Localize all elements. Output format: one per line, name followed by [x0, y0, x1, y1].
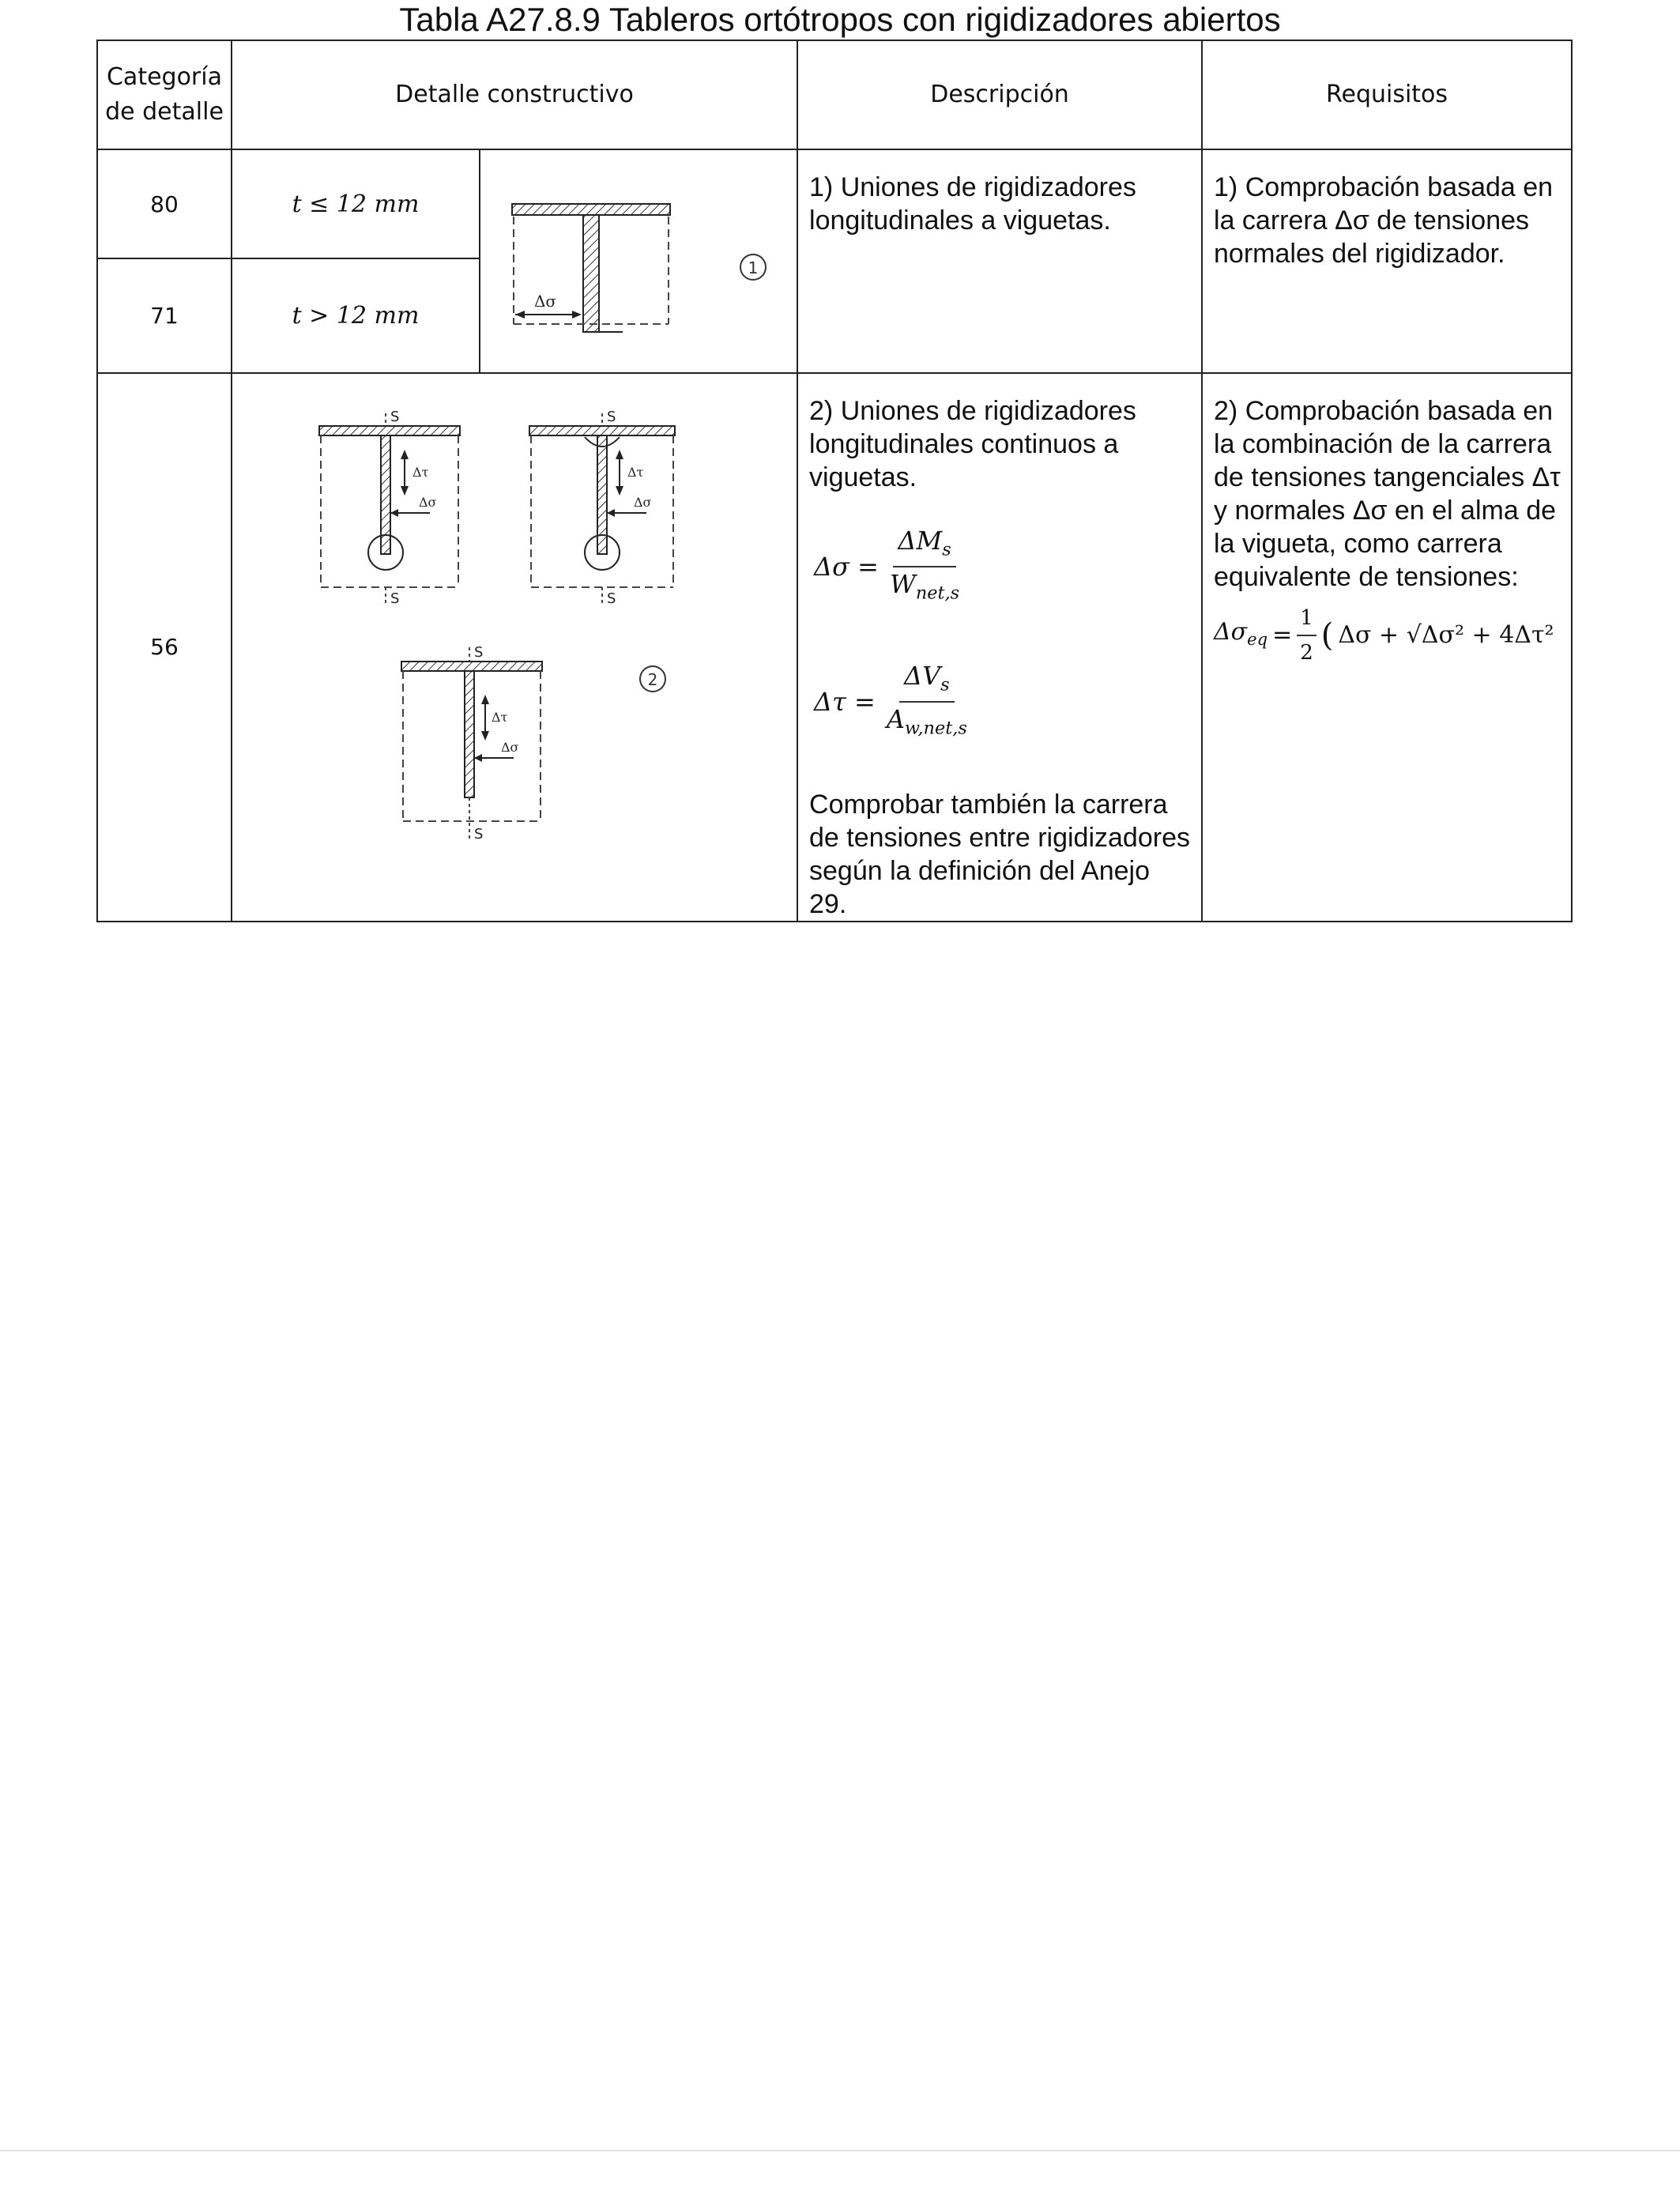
eq2-num: ΔV — [903, 660, 941, 691]
section-label-c-top: S — [474, 644, 484, 661]
eq1-lhs: Δσ = — [814, 552, 879, 582]
table-row — [97, 373, 1572, 922]
marker-1: 1 — [748, 258, 759, 277]
requirements-1-text: 1) Comprobación basada en la carrera Δσ de tensiones normales del rigidizador. — [1214, 172, 1554, 269]
thickness-condition-le12: t ≤ 12 mm — [232, 149, 480, 258]
eq1-den: W — [889, 569, 916, 600]
table-row — [97, 149, 1572, 258]
sigma-label-c: Δσ — [501, 740, 519, 755]
category-56: 56 — [97, 373, 232, 922]
drawing-c — [401, 644, 665, 843]
stiffener — [583, 215, 599, 332]
section-label-c-bottom: S — [474, 826, 484, 843]
header-categoria: Categoría de detalle — [97, 40, 232, 149]
eq1-fraction — [885, 524, 964, 610]
eq1-den-sub: net,s — [915, 582, 960, 604]
stiffener-joint-drawing — [480, 150, 798, 368]
marker-2: 2 — [647, 670, 658, 689]
description-1 — [797, 149, 1202, 373]
sigma-label-b: Δσ — [634, 495, 652, 510]
requirements-2 — [1202, 373, 1572, 922]
section-label-a-bottom: S — [390, 590, 400, 607]
section-label-b-bottom: S — [607, 590, 616, 607]
description-2-text: 2) Uniones de rigidizadores longitudinales continuos a viguetas. — [809, 396, 1136, 492]
req-eq-lhs: Δσ — [1214, 617, 1248, 646]
req-eq-den: 2 — [1300, 641, 1313, 665]
eq2-num-sub: s — [940, 674, 950, 696]
header-row — [97, 40, 1572, 149]
section-label-b-top: S — [607, 409, 616, 425]
table-title: Tabla A27.8.9 Tableros ortótropos con rigidizadores abiertos — [399, 1, 1281, 38]
req-eq-num: 1 — [1297, 601, 1317, 636]
thickness-condition-gt12: t > 12 mm — [232, 258, 480, 373]
description-2 — [797, 373, 1202, 922]
section-label-a-top: S — [390, 409, 400, 425]
fatigue-detail-table — [96, 40, 1573, 922]
req-eq-lhs-sub: eq — [1247, 629, 1268, 649]
description-2-note: Comprobar también la carrera de tensiones entre rigidizadores según la definición del Anejo 29. — [809, 789, 1190, 919]
description-1-text: 1) Uniones de rigidizadores longitudinales a viguetas. — [809, 172, 1136, 236]
header-detalle: Detalle constructivo — [232, 40, 797, 149]
eq1-num-sub: s — [942, 539, 951, 560]
eq2-fraction — [882, 659, 972, 745]
eq2-lhs: Δτ = — [814, 687, 876, 718]
tau-label-c: Δτ — [492, 710, 508, 725]
eq2-den-sub: w,net,s — [904, 718, 967, 739]
category-80: 80 — [97, 149, 232, 258]
drawing-a — [319, 409, 460, 607]
header-requisitos: Requisitos — [1202, 40, 1572, 149]
requirements-2-text: 2) Comprobación basada en la combinación de la carrera de tensiones tangenciales Δτ y normales Δσ en el alma de la vigueta, como carrera equivalente de tensiones: — [1214, 396, 1561, 592]
detail-drawing-2 — [232, 373, 797, 922]
continuous-stiffener-drawings — [232, 374, 798, 880]
tau-label-b: Δτ — [627, 465, 644, 480]
requirements-1 — [1202, 149, 1572, 373]
req-eq-rhs: Δσ + √Δσ² + 4Δτ² — [1338, 621, 1554, 649]
sigma-label-a: Δσ — [419, 495, 437, 510]
deck-plate — [512, 204, 670, 215]
detail-drawing-1 — [480, 149, 797, 373]
eq1-num: ΔM — [898, 526, 943, 556]
page-bottom-divider — [0, 2150, 1680, 2151]
category-71: 71 — [97, 258, 232, 373]
tau-label-a: Δτ — [412, 465, 429, 480]
req-eq-fraction — [1297, 601, 1317, 669]
equivalent-stress-formula: $\Delta\sigma_{eq}$ = $\frac{1}{2}$ ( Δσ + √Δσ² + 4Δτ² — [1214, 601, 1561, 669]
eq2-den: A — [886, 704, 905, 735]
delta-sigma-formula — [814, 524, 1190, 610]
header-descripcion: Descripción — [797, 40, 1202, 149]
delta-tau-formula — [814, 659, 1190, 745]
sigma-label: Δσ — [533, 292, 557, 311]
drawing-b — [529, 409, 675, 607]
